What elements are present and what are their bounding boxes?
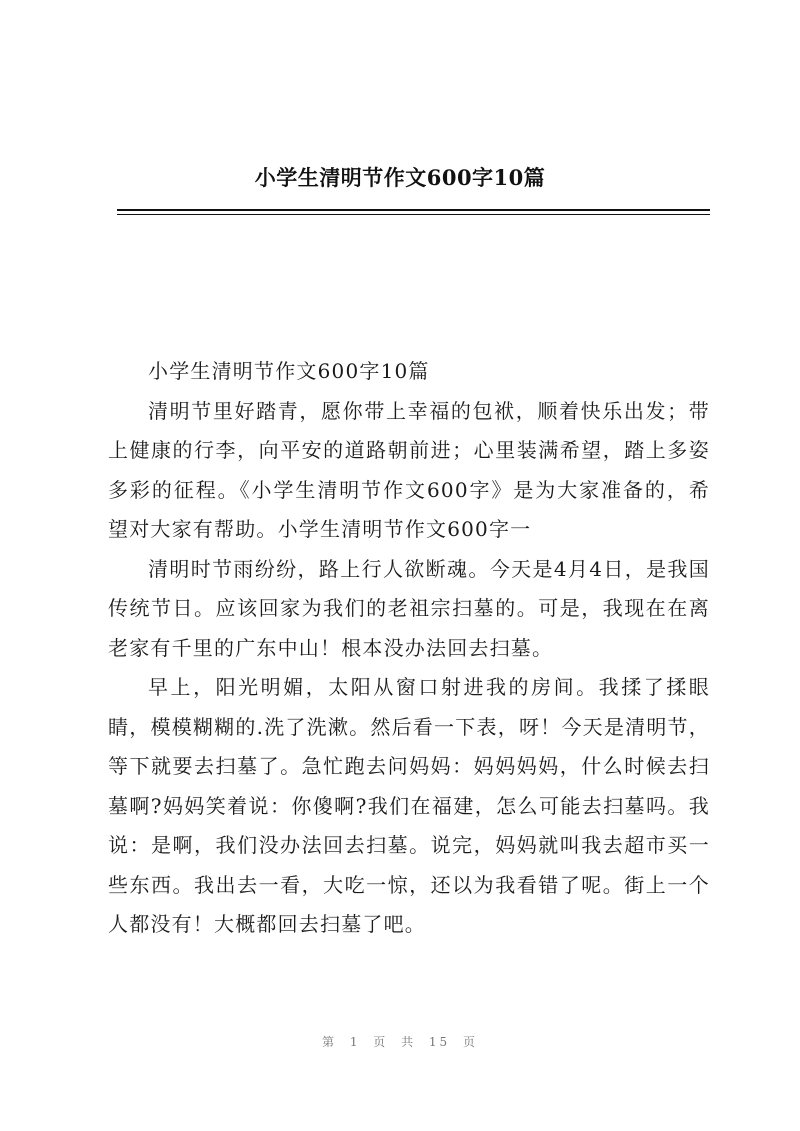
paragraph-heading: 小学生清明节作文600字10篇 (148, 359, 430, 383)
paragraph-morning: 早上，阳光明媚，太阳从窗口射进我的房间。我揉了揉眼睛，模模糊糊的.洗了洗漱。然后看一下表，呀！今天是清明节，等下就要去扫墓了。急忙跑去问妈妈：妈妈妈妈，什么时候去扫墓啊?妈妈笑着说：你傻啊?我们在福建，怎么可能去扫墓吗。我说：是啊，我们没办法回去扫墓。说完，妈妈就叫我去超市买一些东西。我出去一看，大吃一惊，还以为我看错了呢。街上一个人都没有！大概都回去扫墓了吧。 (108, 675, 710, 936)
header-divider (117, 209, 710, 215)
page-number-footer: 第 1 页 共 15 页 (322, 1035, 478, 1049)
document-body (108, 352, 710, 945)
page-title: 小学生清明节作文600字10篇 (254, 165, 546, 190)
paragraph-intro: 清明节里好踏青，愿你带上幸福的包袱，顺着快乐出发；带上健康的行李，向平安的道路朝前进；心里装满希望，踏上多姿多彩的征程。《小学生清明节作文600字》是为大家准备的，希望对大家有帮助。小学生清明节作文600字一 (108, 398, 710, 541)
paragraph-qingming-rain: 清明时节雨纷纷，路上行人欲断魂。今天是4月4日，是我国传统节日。应该回家为我们的老祖宗扫墓的。可是，我现在在离老家有千里的广东中山！根本没办法回去扫墓。 (108, 556, 710, 660)
